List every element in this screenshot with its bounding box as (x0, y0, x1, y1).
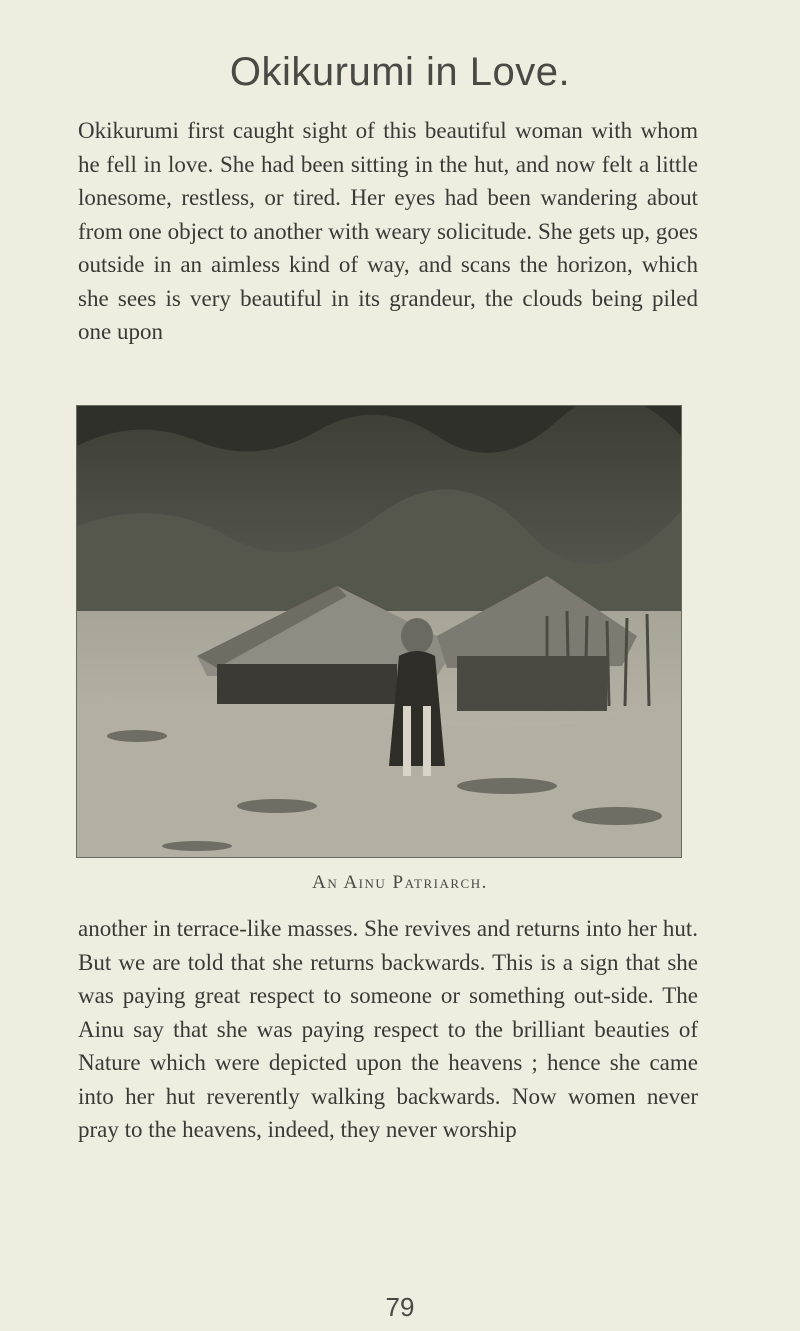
paragraph-top: Okikurumi first caught sight of this beautiful woman with whom he fell in love. She had been sitting in the hut, and now felt a little lonesome, restless, or tired. Her eyes had been wandering about from one object to another with weary solicitude. She gets up, goes outside in an aimless kind of way, and scans the horizon, which she sees is very beautiful in its grandeur, the clouds being piled one upon (78, 118, 698, 344)
paragraph-bottom: another in terrace-like masses. She revives and returns into her hut. But we are told that she returns backwards. This is a sign that she was paying great respect to someone or something out-side. The Ainu say that she was paying respect to the brilliant beauties of Nature which were depicted upon the heavens ; hence she came into her hut reverently walking backwards. Now women never pray to the heavens, indeed, they never worship (78, 916, 698, 1142)
running-head: Okikurumi in Love. (229, 50, 571, 94)
photograph-image (77, 406, 681, 857)
plate-caption: An Ainu Patriarch. (312, 872, 488, 893)
page-number: 79 (385, 1292, 415, 1322)
photograph-plate (76, 405, 682, 858)
